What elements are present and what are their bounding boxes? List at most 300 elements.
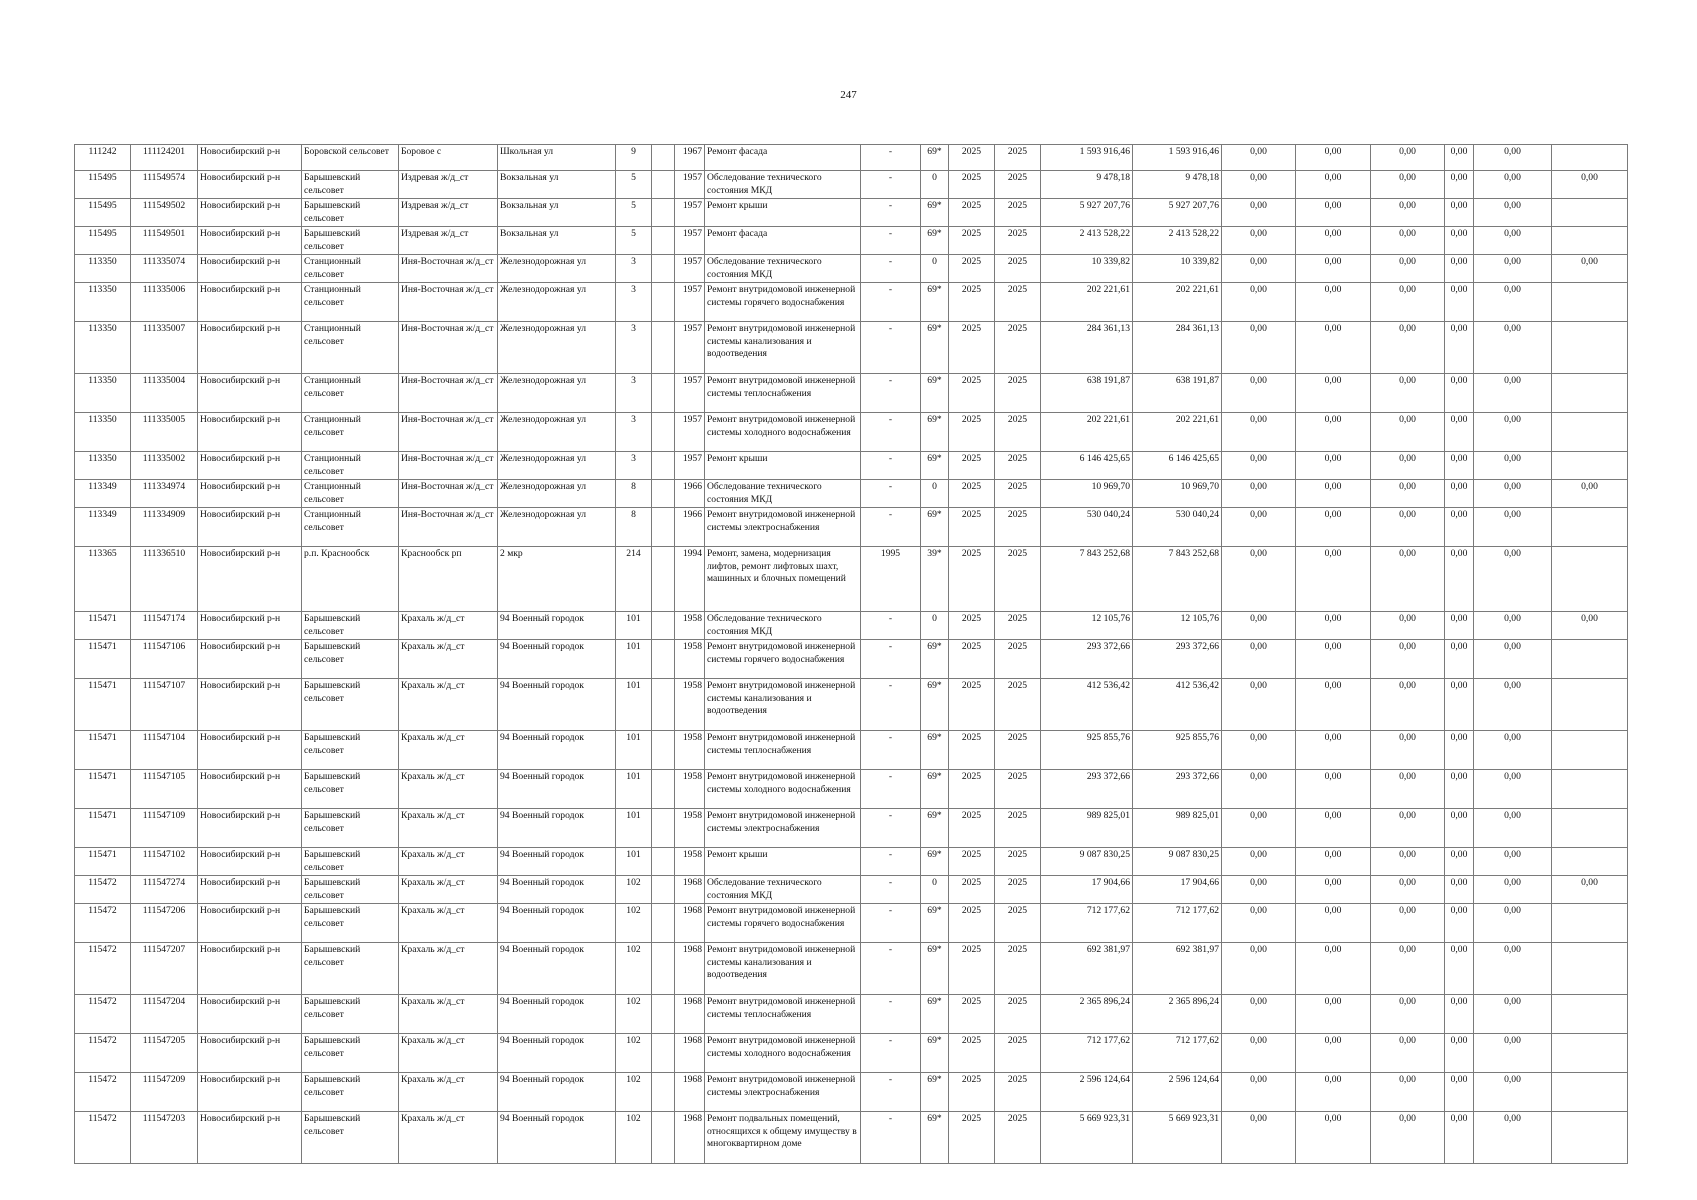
cell-district: Новосибирский р-н bbox=[198, 640, 302, 679]
cell-building bbox=[652, 322, 675, 374]
cell-commissioning-year: - bbox=[861, 876, 921, 904]
cell-work-type: Ремонт крыши bbox=[705, 452, 861, 480]
cell-other-cost: 0,00 bbox=[1445, 995, 1474, 1034]
cell-building bbox=[652, 876, 675, 904]
cell-district: Новосибирский р-н bbox=[198, 1034, 302, 1073]
cell-municipality: Станционный сельсовет bbox=[302, 452, 399, 480]
cell-local-cost: 0,00 bbox=[1371, 171, 1445, 199]
cell-wear-percent: 69* bbox=[921, 227, 949, 255]
cell-commissioning-year: - bbox=[861, 322, 921, 374]
cell-owners-cost: 0,00 bbox=[1474, 1034, 1552, 1073]
cell-total-cost: 1 593 916,46 bbox=[1041, 145, 1133, 171]
cell-wear-percent: 69* bbox=[921, 640, 949, 679]
cell-district: Новосибирский р-н bbox=[198, 255, 302, 283]
cell-work-type: Ремонт фасада bbox=[705, 227, 861, 255]
cell-other-cost: 0,00 bbox=[1445, 255, 1474, 283]
cell-local-cost: 0,00 bbox=[1371, 612, 1445, 640]
cell-street: 94 Военный городок bbox=[498, 904, 616, 943]
cell-other-cost: 0,00 bbox=[1445, 547, 1474, 612]
cell-fund-cost: 202 221,61 bbox=[1133, 413, 1222, 452]
cell-building-code: 115495 bbox=[75, 171, 131, 199]
cell-commissioning-year: - bbox=[861, 171, 921, 199]
cell-street: 94 Военный городок bbox=[498, 731, 616, 770]
cell-regional-cost: 0,00 bbox=[1296, 679, 1371, 731]
cell-extra-cost: 0,00 bbox=[1552, 612, 1628, 640]
cell-municipality: Барышевский сельсовет bbox=[302, 731, 399, 770]
cell-owners-cost: 0,00 bbox=[1474, 227, 1552, 255]
cell-local-cost: 0,00 bbox=[1371, 480, 1445, 508]
cell-local-cost: 0,00 bbox=[1371, 809, 1445, 848]
cell-district: Новосибирский р-н bbox=[198, 770, 302, 809]
cell-budget-cost: 0,00 bbox=[1222, 640, 1296, 679]
cell-owners-cost: 0,00 bbox=[1474, 809, 1552, 848]
cell-commissioning-year: - bbox=[861, 199, 921, 227]
cell-municipality: Станционный сельсовет bbox=[302, 255, 399, 283]
cell-year-built: 1957 bbox=[675, 227, 705, 255]
cell-fund-cost: 9 087 830,25 bbox=[1133, 848, 1222, 876]
cell-plan-end-year: 2025 bbox=[995, 374, 1041, 413]
cell-work-type: Ремонт фасада bbox=[705, 145, 861, 171]
cell-year-built: 1957 bbox=[675, 322, 705, 374]
cell-extra-cost bbox=[1552, 943, 1628, 995]
cell-district: Новосибирский р-н bbox=[198, 1073, 302, 1112]
cell-plan-start-year: 2025 bbox=[949, 943, 995, 995]
cell-local-cost: 0,00 bbox=[1371, 1034, 1445, 1073]
cell-fund-cost: 712 177,62 bbox=[1133, 904, 1222, 943]
cell-other-cost: 0,00 bbox=[1445, 480, 1474, 508]
cell-plan-end-year: 2025 bbox=[995, 171, 1041, 199]
cell-building-code: 113350 bbox=[75, 413, 131, 452]
cell-work-type: Ремонт внутридомовой инженерной системы горячего водоснабжения bbox=[705, 640, 861, 679]
cell-year-built: 1968 bbox=[675, 1034, 705, 1073]
cell-settlement: Крахаль ж/д_ст bbox=[399, 876, 498, 904]
cell-other-cost: 0,00 bbox=[1445, 904, 1474, 943]
cell-owners-cost: 0,00 bbox=[1474, 876, 1552, 904]
cell-plan-start-year: 2025 bbox=[949, 508, 995, 547]
cell-fund-cost: 2 413 528,22 bbox=[1133, 227, 1222, 255]
cell-house-number: 3 bbox=[616, 283, 652, 322]
cell-local-cost: 0,00 bbox=[1371, 640, 1445, 679]
cell-regional-cost: 0,00 bbox=[1296, 731, 1371, 770]
cell-other-cost: 0,00 bbox=[1445, 227, 1474, 255]
cell-settlement: Крахаль ж/д_ст bbox=[399, 943, 498, 995]
cell-extra-cost bbox=[1552, 283, 1628, 322]
cell-district: Новосибирский р-н bbox=[198, 848, 302, 876]
cell-plan-end-year: 2025 bbox=[995, 145, 1041, 171]
cell-municipality: Барышевский сельсовет bbox=[302, 995, 399, 1034]
table-row bbox=[75, 283, 1628, 322]
cell-total-cost: 202 221,61 bbox=[1041, 413, 1133, 452]
cell-other-cost: 0,00 bbox=[1445, 1112, 1474, 1164]
table-row bbox=[75, 413, 1628, 452]
cell-extra-cost bbox=[1552, 770, 1628, 809]
cell-total-cost: 925 855,76 bbox=[1041, 731, 1133, 770]
cell-municipality: Барышевский сельсовет bbox=[302, 171, 399, 199]
cell-job-code: 111335007 bbox=[131, 322, 198, 374]
cell-other-cost: 0,00 bbox=[1445, 809, 1474, 848]
cell-budget-cost: 0,00 bbox=[1222, 283, 1296, 322]
cell-street: 94 Военный городок bbox=[498, 770, 616, 809]
table-row bbox=[75, 1034, 1628, 1073]
cell-other-cost: 0,00 bbox=[1445, 508, 1474, 547]
cell-plan-start-year: 2025 bbox=[949, 904, 995, 943]
cell-regional-cost: 0,00 bbox=[1296, 374, 1371, 413]
cell-total-cost: 12 105,76 bbox=[1041, 612, 1133, 640]
cell-total-cost: 17 904,66 bbox=[1041, 876, 1133, 904]
cell-total-cost: 10 339,82 bbox=[1041, 255, 1133, 283]
cell-local-cost: 0,00 bbox=[1371, 322, 1445, 374]
cell-plan-end-year: 2025 bbox=[995, 199, 1041, 227]
cell-other-cost: 0,00 bbox=[1445, 145, 1474, 171]
cell-district: Новосибирский р-н bbox=[198, 508, 302, 547]
cell-building bbox=[652, 1073, 675, 1112]
cell-local-cost: 0,00 bbox=[1371, 255, 1445, 283]
cell-local-cost: 0,00 bbox=[1371, 679, 1445, 731]
cell-regional-cost: 0,00 bbox=[1296, 508, 1371, 547]
cell-building bbox=[652, 731, 675, 770]
cell-budget-cost: 0,00 bbox=[1222, 1112, 1296, 1164]
cell-wear-percent: 0 bbox=[921, 612, 949, 640]
cell-year-built: 1958 bbox=[675, 640, 705, 679]
cell-settlement: Крахаль ж/д_ст bbox=[399, 1112, 498, 1164]
cell-year-built: 1968 bbox=[675, 904, 705, 943]
cell-commissioning-year: - bbox=[861, 452, 921, 480]
cell-plan-end-year: 2025 bbox=[995, 413, 1041, 452]
cell-job-code: 111334909 bbox=[131, 508, 198, 547]
cell-budget-cost: 0,00 bbox=[1222, 679, 1296, 731]
cell-owners-cost: 0,00 bbox=[1474, 904, 1552, 943]
cell-house-number: 3 bbox=[616, 413, 652, 452]
cell-extra-cost bbox=[1552, 1034, 1628, 1073]
cell-house-number: 3 bbox=[616, 452, 652, 480]
cell-total-cost: 2 596 124,64 bbox=[1041, 1073, 1133, 1112]
cell-wear-percent: 69* bbox=[921, 508, 949, 547]
cell-year-built: 1957 bbox=[675, 452, 705, 480]
cell-other-cost: 0,00 bbox=[1445, 731, 1474, 770]
cell-street: Вокзальная ул bbox=[498, 199, 616, 227]
cell-job-code: 111335074 bbox=[131, 255, 198, 283]
cell-municipality: Барышевский сельсовет bbox=[302, 770, 399, 809]
cell-extra-cost bbox=[1552, 413, 1628, 452]
cell-extra-cost bbox=[1552, 145, 1628, 171]
cell-street: 94 Военный городок bbox=[498, 995, 616, 1034]
cell-fund-cost: 2 596 124,64 bbox=[1133, 1073, 1222, 1112]
cell-local-cost: 0,00 bbox=[1371, 904, 1445, 943]
cell-work-type: Ремонт внутридомовой инженерной системы канализования и водоотведения bbox=[705, 943, 861, 995]
cell-total-cost: 5 669 923,31 bbox=[1041, 1112, 1133, 1164]
cell-fund-cost: 925 855,76 bbox=[1133, 731, 1222, 770]
cell-wear-percent: 69* bbox=[921, 809, 949, 848]
cell-fund-cost: 2 365 896,24 bbox=[1133, 995, 1222, 1034]
cell-job-code: 111547107 bbox=[131, 679, 198, 731]
cell-settlement: Краснообск рп bbox=[399, 547, 498, 612]
cell-budget-cost: 0,00 bbox=[1222, 199, 1296, 227]
cell-house-number: 102 bbox=[616, 1112, 652, 1164]
cell-other-cost: 0,00 bbox=[1445, 199, 1474, 227]
cell-regional-cost: 0,00 bbox=[1296, 413, 1371, 452]
cell-commissioning-year: - bbox=[861, 255, 921, 283]
cell-building-code: 115472 bbox=[75, 1073, 131, 1112]
cell-plan-end-year: 2025 bbox=[995, 1034, 1041, 1073]
cell-work-type: Ремонт внутридомовой инженерной системы электроснабжения bbox=[705, 809, 861, 848]
cell-building bbox=[652, 227, 675, 255]
cell-house-number: 5 bbox=[616, 227, 652, 255]
cell-settlement: Иня-Восточная ж/д_ст bbox=[399, 374, 498, 413]
cell-job-code: 111335004 bbox=[131, 374, 198, 413]
cell-year-built: 1968 bbox=[675, 1073, 705, 1112]
table-row bbox=[75, 1112, 1628, 1164]
cell-house-number: 8 bbox=[616, 508, 652, 547]
table-row bbox=[75, 904, 1628, 943]
cell-street: Железнодорожная ул bbox=[498, 255, 616, 283]
cell-year-built: 1957 bbox=[675, 255, 705, 283]
cell-building-code: 115495 bbox=[75, 227, 131, 255]
cell-municipality: Станционный сельсовет bbox=[302, 480, 399, 508]
cell-local-cost: 0,00 bbox=[1371, 145, 1445, 171]
cell-street: Железнодорожная ул bbox=[498, 413, 616, 452]
table-row bbox=[75, 452, 1628, 480]
cell-building-code: 115471 bbox=[75, 848, 131, 876]
cell-other-cost: 0,00 bbox=[1445, 640, 1474, 679]
cell-extra-cost: 0,00 bbox=[1552, 171, 1628, 199]
cell-street: Школьная ул bbox=[498, 145, 616, 171]
cell-extra-cost bbox=[1552, 199, 1628, 227]
table-row bbox=[75, 508, 1628, 547]
cell-municipality: Барышевский сельсовет bbox=[302, 943, 399, 995]
cell-district: Новосибирский р-н bbox=[198, 904, 302, 943]
table-row bbox=[75, 770, 1628, 809]
cell-extra-cost bbox=[1552, 508, 1628, 547]
cell-district: Новосибирский р-н bbox=[198, 995, 302, 1034]
cell-budget-cost: 0,00 bbox=[1222, 612, 1296, 640]
table-row bbox=[75, 374, 1628, 413]
cell-building-code: 115471 bbox=[75, 809, 131, 848]
cell-work-type: Ремонт внутридомовой инженерной системы горячего водоснабжения bbox=[705, 283, 861, 322]
cell-owners-cost: 0,00 bbox=[1474, 255, 1552, 283]
table-row bbox=[75, 480, 1628, 508]
cell-budget-cost: 0,00 bbox=[1222, 227, 1296, 255]
cell-extra-cost: 0,00 bbox=[1552, 255, 1628, 283]
cell-wear-percent: 69* bbox=[921, 943, 949, 995]
cell-regional-cost: 0,00 bbox=[1296, 1112, 1371, 1164]
cell-year-built: 1968 bbox=[675, 943, 705, 995]
cell-settlement: Крахаль ж/д_ст bbox=[399, 904, 498, 943]
table-row bbox=[75, 322, 1628, 374]
cell-commissioning-year: - bbox=[861, 508, 921, 547]
cell-wear-percent: 69* bbox=[921, 374, 949, 413]
cell-wear-percent: 0 bbox=[921, 171, 949, 199]
cell-settlement: Крахаль ж/д_ст bbox=[399, 731, 498, 770]
cell-district: Новосибирский р-н bbox=[198, 283, 302, 322]
cell-regional-cost: 0,00 bbox=[1296, 770, 1371, 809]
cell-building-code: 113350 bbox=[75, 452, 131, 480]
cell-settlement: Иня-Восточная ж/д_ст bbox=[399, 413, 498, 452]
cell-total-cost: 5 927 207,76 bbox=[1041, 199, 1133, 227]
cell-fund-cost: 5 669 923,31 bbox=[1133, 1112, 1222, 1164]
cell-street: 94 Военный городок bbox=[498, 943, 616, 995]
cell-fund-cost: 10 339,82 bbox=[1133, 255, 1222, 283]
cell-street: 94 Военный городок bbox=[498, 809, 616, 848]
cell-fund-cost: 712 177,62 bbox=[1133, 1034, 1222, 1073]
cell-regional-cost: 0,00 bbox=[1296, 452, 1371, 480]
cell-plan-end-year: 2025 bbox=[995, 547, 1041, 612]
cell-house-number: 102 bbox=[616, 876, 652, 904]
cell-commissioning-year: - bbox=[861, 283, 921, 322]
cell-plan-end-year: 2025 bbox=[995, 227, 1041, 255]
cell-fund-cost: 284 361,13 bbox=[1133, 322, 1222, 374]
cell-budget-cost: 0,00 bbox=[1222, 145, 1296, 171]
cell-year-built: 1958 bbox=[675, 731, 705, 770]
cell-total-cost: 6 146 425,65 bbox=[1041, 452, 1133, 480]
cell-regional-cost: 0,00 bbox=[1296, 995, 1371, 1034]
cell-municipality: Барышевский сельсовет bbox=[302, 679, 399, 731]
cell-plan-end-year: 2025 bbox=[995, 995, 1041, 1034]
cell-other-cost: 0,00 bbox=[1445, 413, 1474, 452]
cell-job-code: 111124201 bbox=[131, 145, 198, 171]
cell-job-code: 111547274 bbox=[131, 876, 198, 904]
cell-job-code: 111549574 bbox=[131, 171, 198, 199]
cell-budget-cost: 0,00 bbox=[1222, 904, 1296, 943]
cell-house-number: 101 bbox=[616, 848, 652, 876]
cell-fund-cost: 12 105,76 bbox=[1133, 612, 1222, 640]
cell-house-number: 101 bbox=[616, 679, 652, 731]
cell-owners-cost: 0,00 bbox=[1474, 374, 1552, 413]
cell-owners-cost: 0,00 bbox=[1474, 731, 1552, 770]
cell-commissioning-year: - bbox=[861, 731, 921, 770]
cell-fund-cost: 692 381,97 bbox=[1133, 943, 1222, 995]
cell-plan-start-year: 2025 bbox=[949, 199, 995, 227]
cell-total-cost: 2 365 896,24 bbox=[1041, 995, 1133, 1034]
cell-regional-cost: 0,00 bbox=[1296, 227, 1371, 255]
cell-building-code: 113349 bbox=[75, 480, 131, 508]
table-row bbox=[75, 943, 1628, 995]
cell-plan-end-year: 2025 bbox=[995, 848, 1041, 876]
cell-building bbox=[652, 1112, 675, 1164]
table-row bbox=[75, 995, 1628, 1034]
cell-owners-cost: 0,00 bbox=[1474, 171, 1552, 199]
cell-street: 94 Военный городок bbox=[498, 640, 616, 679]
cell-wear-percent: 69* bbox=[921, 1034, 949, 1073]
cell-wear-percent: 69* bbox=[921, 904, 949, 943]
cell-street: 94 Военный городок bbox=[498, 679, 616, 731]
cell-regional-cost: 0,00 bbox=[1296, 904, 1371, 943]
cell-job-code: 111547102 bbox=[131, 848, 198, 876]
cell-fund-cost: 293 372,66 bbox=[1133, 640, 1222, 679]
cell-budget-cost: 0,00 bbox=[1222, 770, 1296, 809]
cell-commissioning-year: - bbox=[861, 480, 921, 508]
cell-job-code: 111549502 bbox=[131, 199, 198, 227]
cell-district: Новосибирский р-н bbox=[198, 171, 302, 199]
cell-plan-start-year: 2025 bbox=[949, 809, 995, 848]
cell-house-number: 101 bbox=[616, 809, 652, 848]
cell-building-code: 115471 bbox=[75, 640, 131, 679]
cell-building bbox=[652, 904, 675, 943]
cell-building bbox=[652, 679, 675, 731]
cell-building-code: 115472 bbox=[75, 995, 131, 1034]
cell-extra-cost bbox=[1552, 547, 1628, 612]
cell-plan-start-year: 2025 bbox=[949, 995, 995, 1034]
cell-plan-start-year: 2025 bbox=[949, 227, 995, 255]
cell-regional-cost: 0,00 bbox=[1296, 255, 1371, 283]
cell-total-cost: 530 040,24 bbox=[1041, 508, 1133, 547]
cell-total-cost: 10 969,70 bbox=[1041, 480, 1133, 508]
cell-building bbox=[652, 374, 675, 413]
cell-job-code: 111547209 bbox=[131, 1073, 198, 1112]
cell-fund-cost: 989 825,01 bbox=[1133, 809, 1222, 848]
cell-plan-start-year: 2025 bbox=[949, 480, 995, 508]
cell-work-type: Ремонт, замена, модернизация лифтов, ремонт лифтовых шахт, машинных и блочных помещений bbox=[705, 547, 861, 612]
cell-building bbox=[652, 413, 675, 452]
cell-commissioning-year: - bbox=[861, 904, 921, 943]
cell-settlement: Боровое с bbox=[399, 145, 498, 171]
cell-work-type: Ремонт крыши bbox=[705, 848, 861, 876]
cell-owners-cost: 0,00 bbox=[1474, 612, 1552, 640]
cell-local-cost: 0,00 bbox=[1371, 995, 1445, 1034]
cell-settlement: Крахаль ж/д_ст bbox=[399, 1034, 498, 1073]
cell-plan-start-year: 2025 bbox=[949, 876, 995, 904]
cell-plan-start-year: 2025 bbox=[949, 413, 995, 452]
cell-job-code: 111549501 bbox=[131, 227, 198, 255]
cell-total-cost: 2 413 528,22 bbox=[1041, 227, 1133, 255]
cell-fund-cost: 6 146 425,65 bbox=[1133, 452, 1222, 480]
cell-local-cost: 0,00 bbox=[1371, 452, 1445, 480]
cell-extra-cost bbox=[1552, 995, 1628, 1034]
cell-work-type: Ремонт внутридомовой инженерной системы холодного водоснабжения bbox=[705, 1034, 861, 1073]
cell-settlement: Крахаль ж/д_ст bbox=[399, 679, 498, 731]
cell-street: 94 Военный городок bbox=[498, 612, 616, 640]
cell-owners-cost: 0,00 bbox=[1474, 145, 1552, 171]
cell-municipality: Станционный сельсовет bbox=[302, 508, 399, 547]
page-number: 247 bbox=[840, 89, 857, 101]
cell-wear-percent: 69* bbox=[921, 452, 949, 480]
cell-district: Новосибирский р-н bbox=[198, 480, 302, 508]
cell-plan-end-year: 2025 bbox=[995, 508, 1041, 547]
cell-building-code: 113350 bbox=[75, 374, 131, 413]
cell-owners-cost: 0,00 bbox=[1474, 679, 1552, 731]
cell-plan-start-year: 2025 bbox=[949, 1112, 995, 1164]
cell-house-number: 214 bbox=[616, 547, 652, 612]
cell-plan-end-year: 2025 bbox=[995, 283, 1041, 322]
cell-commissioning-year: - bbox=[861, 848, 921, 876]
table-row bbox=[75, 227, 1628, 255]
cell-extra-cost bbox=[1552, 227, 1628, 255]
cell-building bbox=[652, 508, 675, 547]
cell-total-cost: 9 478,18 bbox=[1041, 171, 1133, 199]
table-row bbox=[75, 640, 1628, 679]
cell-plan-end-year: 2025 bbox=[995, 770, 1041, 809]
cell-total-cost: 293 372,66 bbox=[1041, 770, 1133, 809]
cell-building-code: 115472 bbox=[75, 1112, 131, 1164]
cell-other-cost: 0,00 bbox=[1445, 943, 1474, 995]
cell-commissioning-year: - bbox=[861, 640, 921, 679]
cell-budget-cost: 0,00 bbox=[1222, 508, 1296, 547]
cell-other-cost: 0,00 bbox=[1445, 171, 1474, 199]
cell-municipality: Барышевский сельсовет bbox=[302, 612, 399, 640]
cell-plan-end-year: 2025 bbox=[995, 876, 1041, 904]
cell-work-type: Ремонт внутридомовой инженерной системы канализования и водоотведения bbox=[705, 322, 861, 374]
cell-plan-end-year: 2025 bbox=[995, 679, 1041, 731]
cell-building bbox=[652, 145, 675, 171]
cell-job-code: 111547106 bbox=[131, 640, 198, 679]
cell-district: Новосибирский р-н bbox=[198, 145, 302, 171]
cell-job-code: 111335006 bbox=[131, 283, 198, 322]
cell-year-built: 1958 bbox=[675, 679, 705, 731]
table-row bbox=[75, 848, 1628, 876]
cell-other-cost: 0,00 bbox=[1445, 283, 1474, 322]
cell-total-cost: 202 221,61 bbox=[1041, 283, 1133, 322]
cell-district: Новосибирский р-н bbox=[198, 1112, 302, 1164]
cell-job-code: 111547204 bbox=[131, 995, 198, 1034]
